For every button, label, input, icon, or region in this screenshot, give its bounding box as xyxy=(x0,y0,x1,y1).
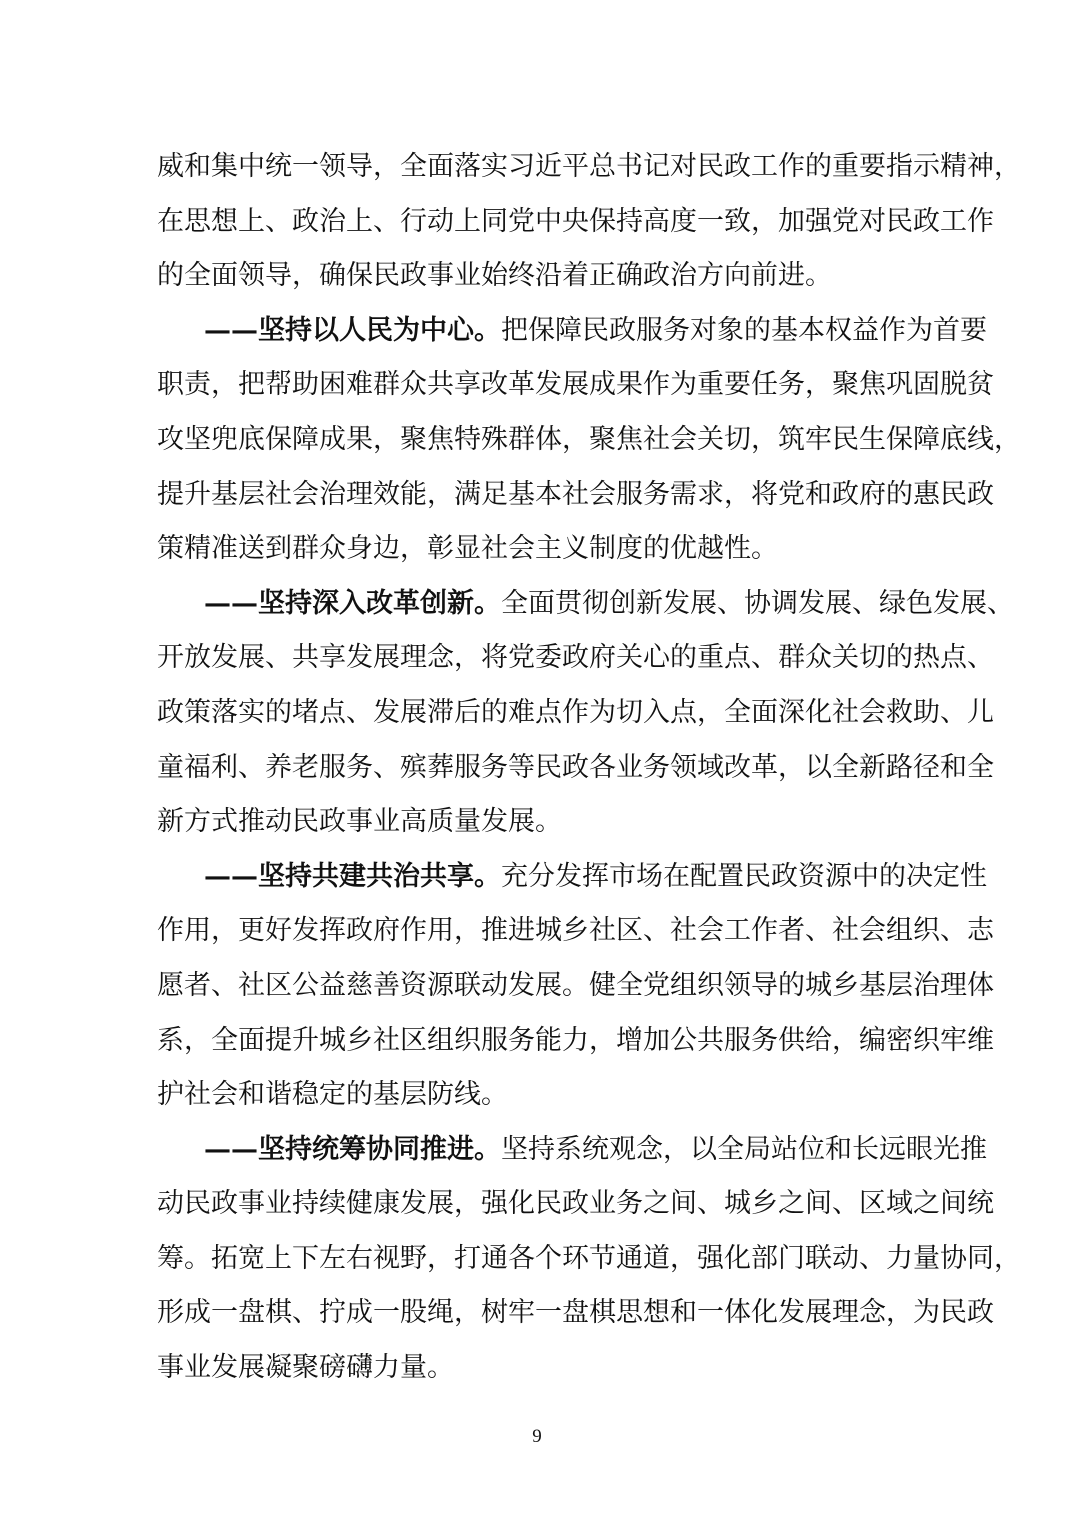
page-number: 9 xyxy=(532,1426,542,1447)
paragraph-line: 职责，把帮助困难群众共享改革发展成果作为重要任务，聚焦巩固脱贫 xyxy=(157,369,994,401)
paragraph-line: 新方式推动民政事业高质量发展。 xyxy=(157,806,562,838)
paragraph-line: 护社会和谐稳定的基层防线。 xyxy=(157,1079,508,1111)
paragraph-first-line xyxy=(157,850,987,905)
paragraph-line: 愿者、社区公益慈善资源联动发展。健全党组织领导的城乡基层治理体 xyxy=(157,969,994,1001)
section-heading: ——坚持深入改革创新。 xyxy=(204,587,501,619)
paragraph-line: 筹。拓宽上下左右视野，打通各个环节通道，强化部门联动、力量协同， xyxy=(157,1242,1021,1274)
paragraph-line: 在思想上、政治上、行动上同党中央保持高度一致，加强党对民政工作 xyxy=(157,205,994,237)
paragraph-line: 的全面领导，确保民政事业始终沿着正确政治方向前进。 xyxy=(157,260,832,292)
paragraph-line: 威和集中统一领导，全面落实习近平总书记对民政工作的重要指示精神， xyxy=(157,151,1021,182)
paragraph-text: 全面贯彻创新发展、协调发展、绿色发展、 xyxy=(501,587,1014,619)
paragraph-line: 策精准送到群众身边，彰显社会主义制度的优越性。 xyxy=(157,533,778,565)
paragraph-line: 开放发展、共享发展理念，将党委政府关心的重点、群众关切的热点、 xyxy=(157,642,994,674)
paragraph-first-line xyxy=(157,1123,987,1178)
paragraph-line: 攻坚兜底保障成果，聚焦特殊群体，聚焦社会关切，筑牢民生保障底线， xyxy=(157,423,1021,455)
paragraph-text: 充分发挥市场在配置民政资源中的决定性 xyxy=(501,860,987,892)
paragraph-text: 把保障民政服务对象的基本权益作为首要 xyxy=(501,314,987,346)
paragraph-line: 作用，更好发挥政府作用，推进城乡社区、社会工作者、社会组织、志 xyxy=(157,915,994,947)
section-heading: ——坚持以人民为中心。 xyxy=(204,314,501,346)
paragraph-line: 形成一盘棋、拧成一股绳，树牢一盘棋思想和一体化发展理念，为民政 xyxy=(157,1297,994,1329)
paragraph-line: 提升基层社会治理效能，满足基本社会服务需求，将党和政府的惠民政 xyxy=(157,478,994,510)
paragraph-line: 童福利、养老服务、殡葬服务等民政各业务领域改革，以全新路径和全 xyxy=(157,751,994,783)
section-heading: ——坚持共建共治共享。 xyxy=(204,860,501,892)
document-body xyxy=(157,140,1021,1396)
paragraph-first-line xyxy=(157,577,1014,632)
paragraph-line: 政策落实的堵点、发展滞后的难点作为切入点，全面深化社会救助、儿 xyxy=(157,696,994,728)
section-heading: ——坚持统筹协同推进。 xyxy=(204,1133,501,1165)
paragraph-line: 系，全面提升城乡社区组织服务能力，增加公共服务供给，编密织牢维 xyxy=(157,1024,994,1056)
paragraph-line: 动民政事业持续健康发展，强化民政业务之间、城乡之间、区域之间统 xyxy=(157,1188,994,1220)
paragraph-line: 事业发展凝聚磅礴力量。 xyxy=(157,1352,454,1384)
paragraph-text: 坚持系统观念，以全局站位和长远眼光推 xyxy=(501,1133,987,1165)
paragraph-first-line xyxy=(157,304,987,359)
